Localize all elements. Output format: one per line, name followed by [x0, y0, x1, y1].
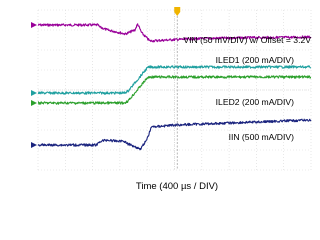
channel-ref-marker-icon — [31, 90, 37, 96]
trace-labels — [183, 35, 311, 142]
trigger-marker-icon — [174, 7, 180, 16]
series-label: VIN (50 mV/DIV) w/ Offset = 3.2V — [183, 35, 311, 45]
channel-ref-marker-icon — [31, 142, 37, 148]
series-label: ILED2 (200 mA/DIV) — [215, 97, 294, 107]
channel-ref-marker-icon — [31, 100, 37, 106]
channel-ref-marker-icon — [31, 22, 37, 28]
series-label: ILED1 (200 mA/DIV) — [215, 55, 294, 65]
series-label: IIN (500 mA/DIV) — [228, 132, 294, 142]
x-axis-label: Time (400 µs / DIV) — [135, 181, 219, 192]
